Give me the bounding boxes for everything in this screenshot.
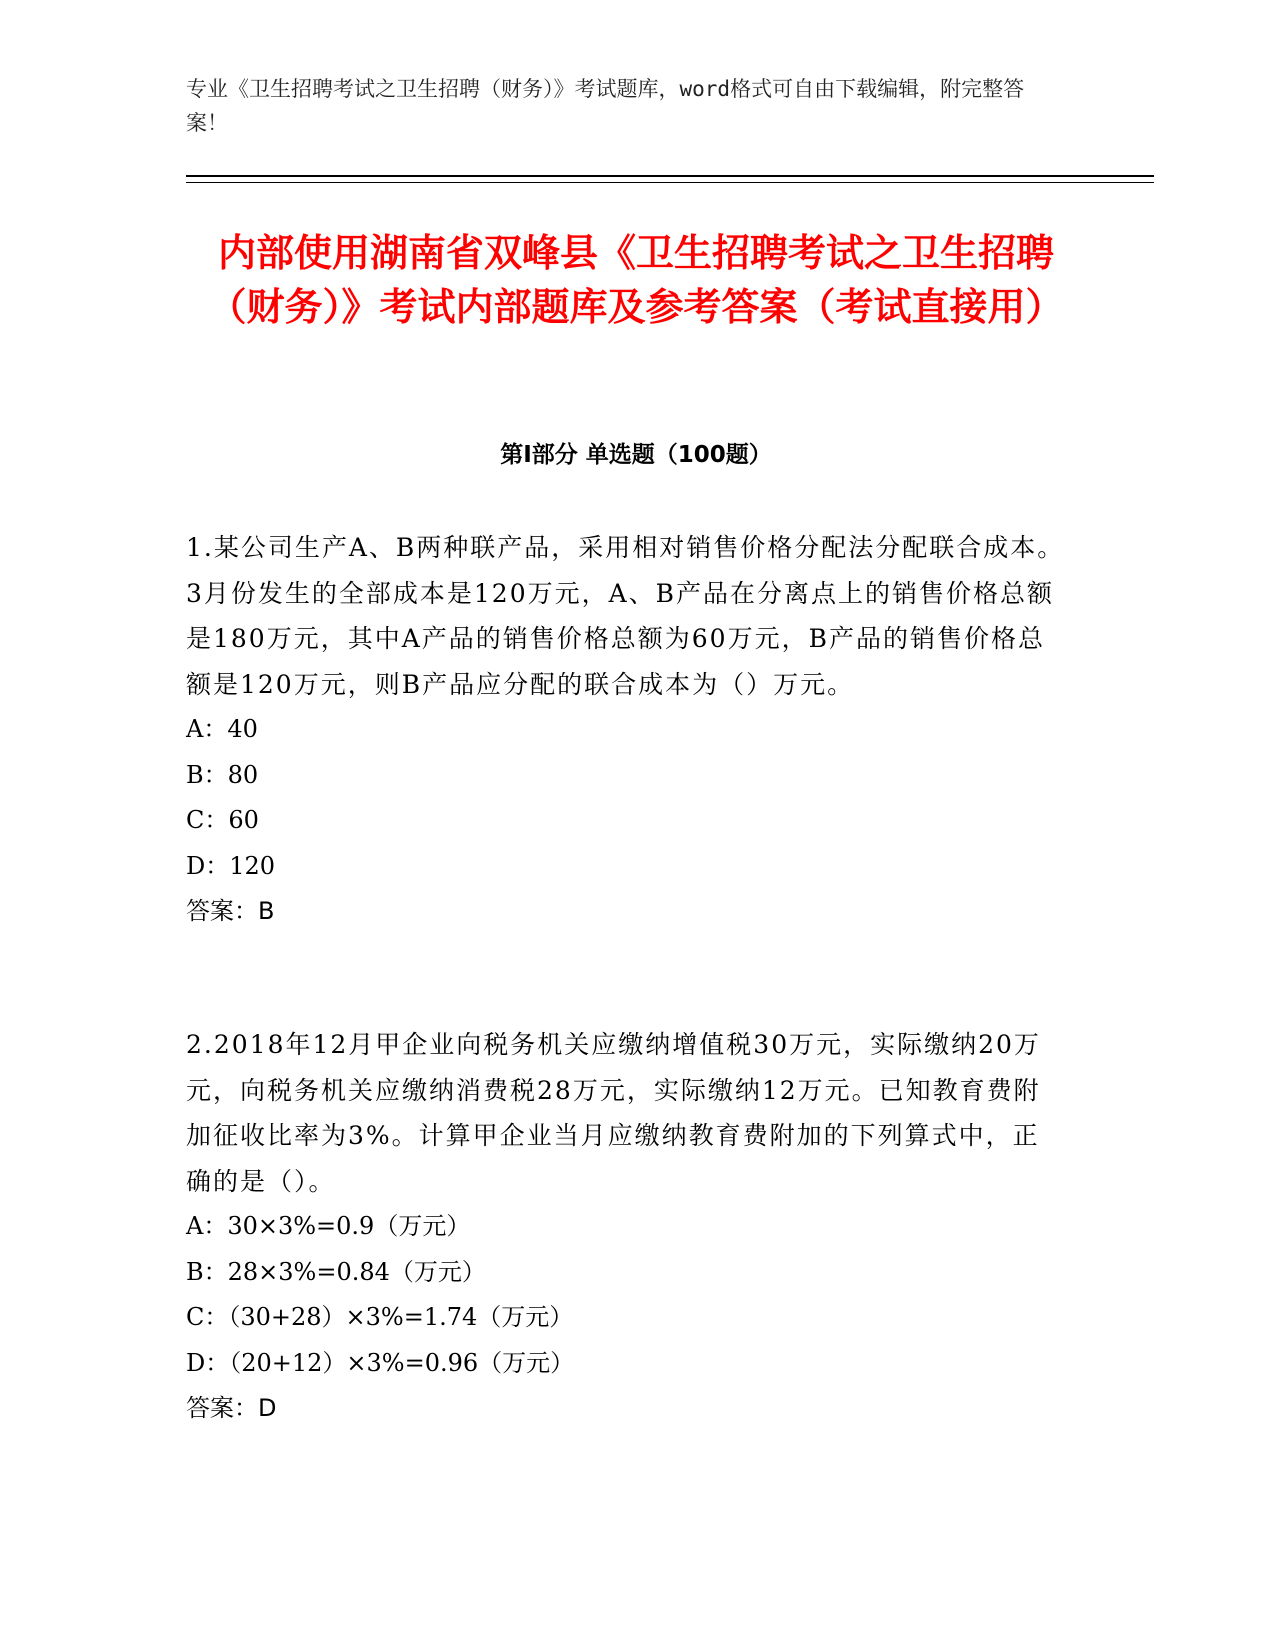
option-c: C：60 (186, 806, 259, 834)
question-text: 1.某公司生产A、B两种联产品，采用相对销售价格分配法分配联合成本。3月份发生的全部成本是120万元，A、B产品在分离点上的销售价格总额是180万元，其中A产品的销售价格总额为60万元，B产品的销售价格总额是120万元，则B产品应分配的联合成本为（）万元。 (186, 533, 1065, 699)
header-divider-thick (186, 175, 1154, 177)
option-a: A：40 (186, 715, 258, 743)
header-note: 专业《卫生招聘考试之卫生招聘（财务）》考试题库，word格式可自由下载编辑，附完整答案！ (186, 77, 1025, 135)
option-d: D：120 (186, 851, 276, 880)
answer-line: 答案：D (186, 1394, 277, 1422)
option-b: B：80 (186, 760, 259, 789)
question-block (186, 525, 1066, 935)
option-c: C：（30+28）×3%=1.74（万元） (186, 1303, 574, 1331)
answer-line: 答案：B (186, 897, 275, 925)
section-title: 第Ⅰ部分 单选题（100题） (500, 442, 772, 468)
option-d: D：（20+12）×3%=0.96（万元） (186, 1348, 575, 1377)
question-block (186, 1022, 1066, 1432)
document-title: 内部使用湖南省双峰县《卫生招聘考试之卫生招聘（财务）》考试内部题库及参考答案（考试直接用） (208, 231, 1064, 329)
option-a: A：30×3%=0.9（万元） (186, 1212, 471, 1240)
option-b: B：28×3%=0.84（万元） (186, 1257, 486, 1286)
header-divider-thin (186, 182, 1154, 183)
question-text: 2.2018年12月甲企业向税务机关应缴纳增值税30万元，实际缴纳20万元，向税务机关应缴纳消费税28万元，实际缴纳12万元。已知教育费附加征收比率为3%。计算甲企业当月应缴纳教育费附加的下列算式中，正确的是（）。 (186, 1030, 1041, 1196)
